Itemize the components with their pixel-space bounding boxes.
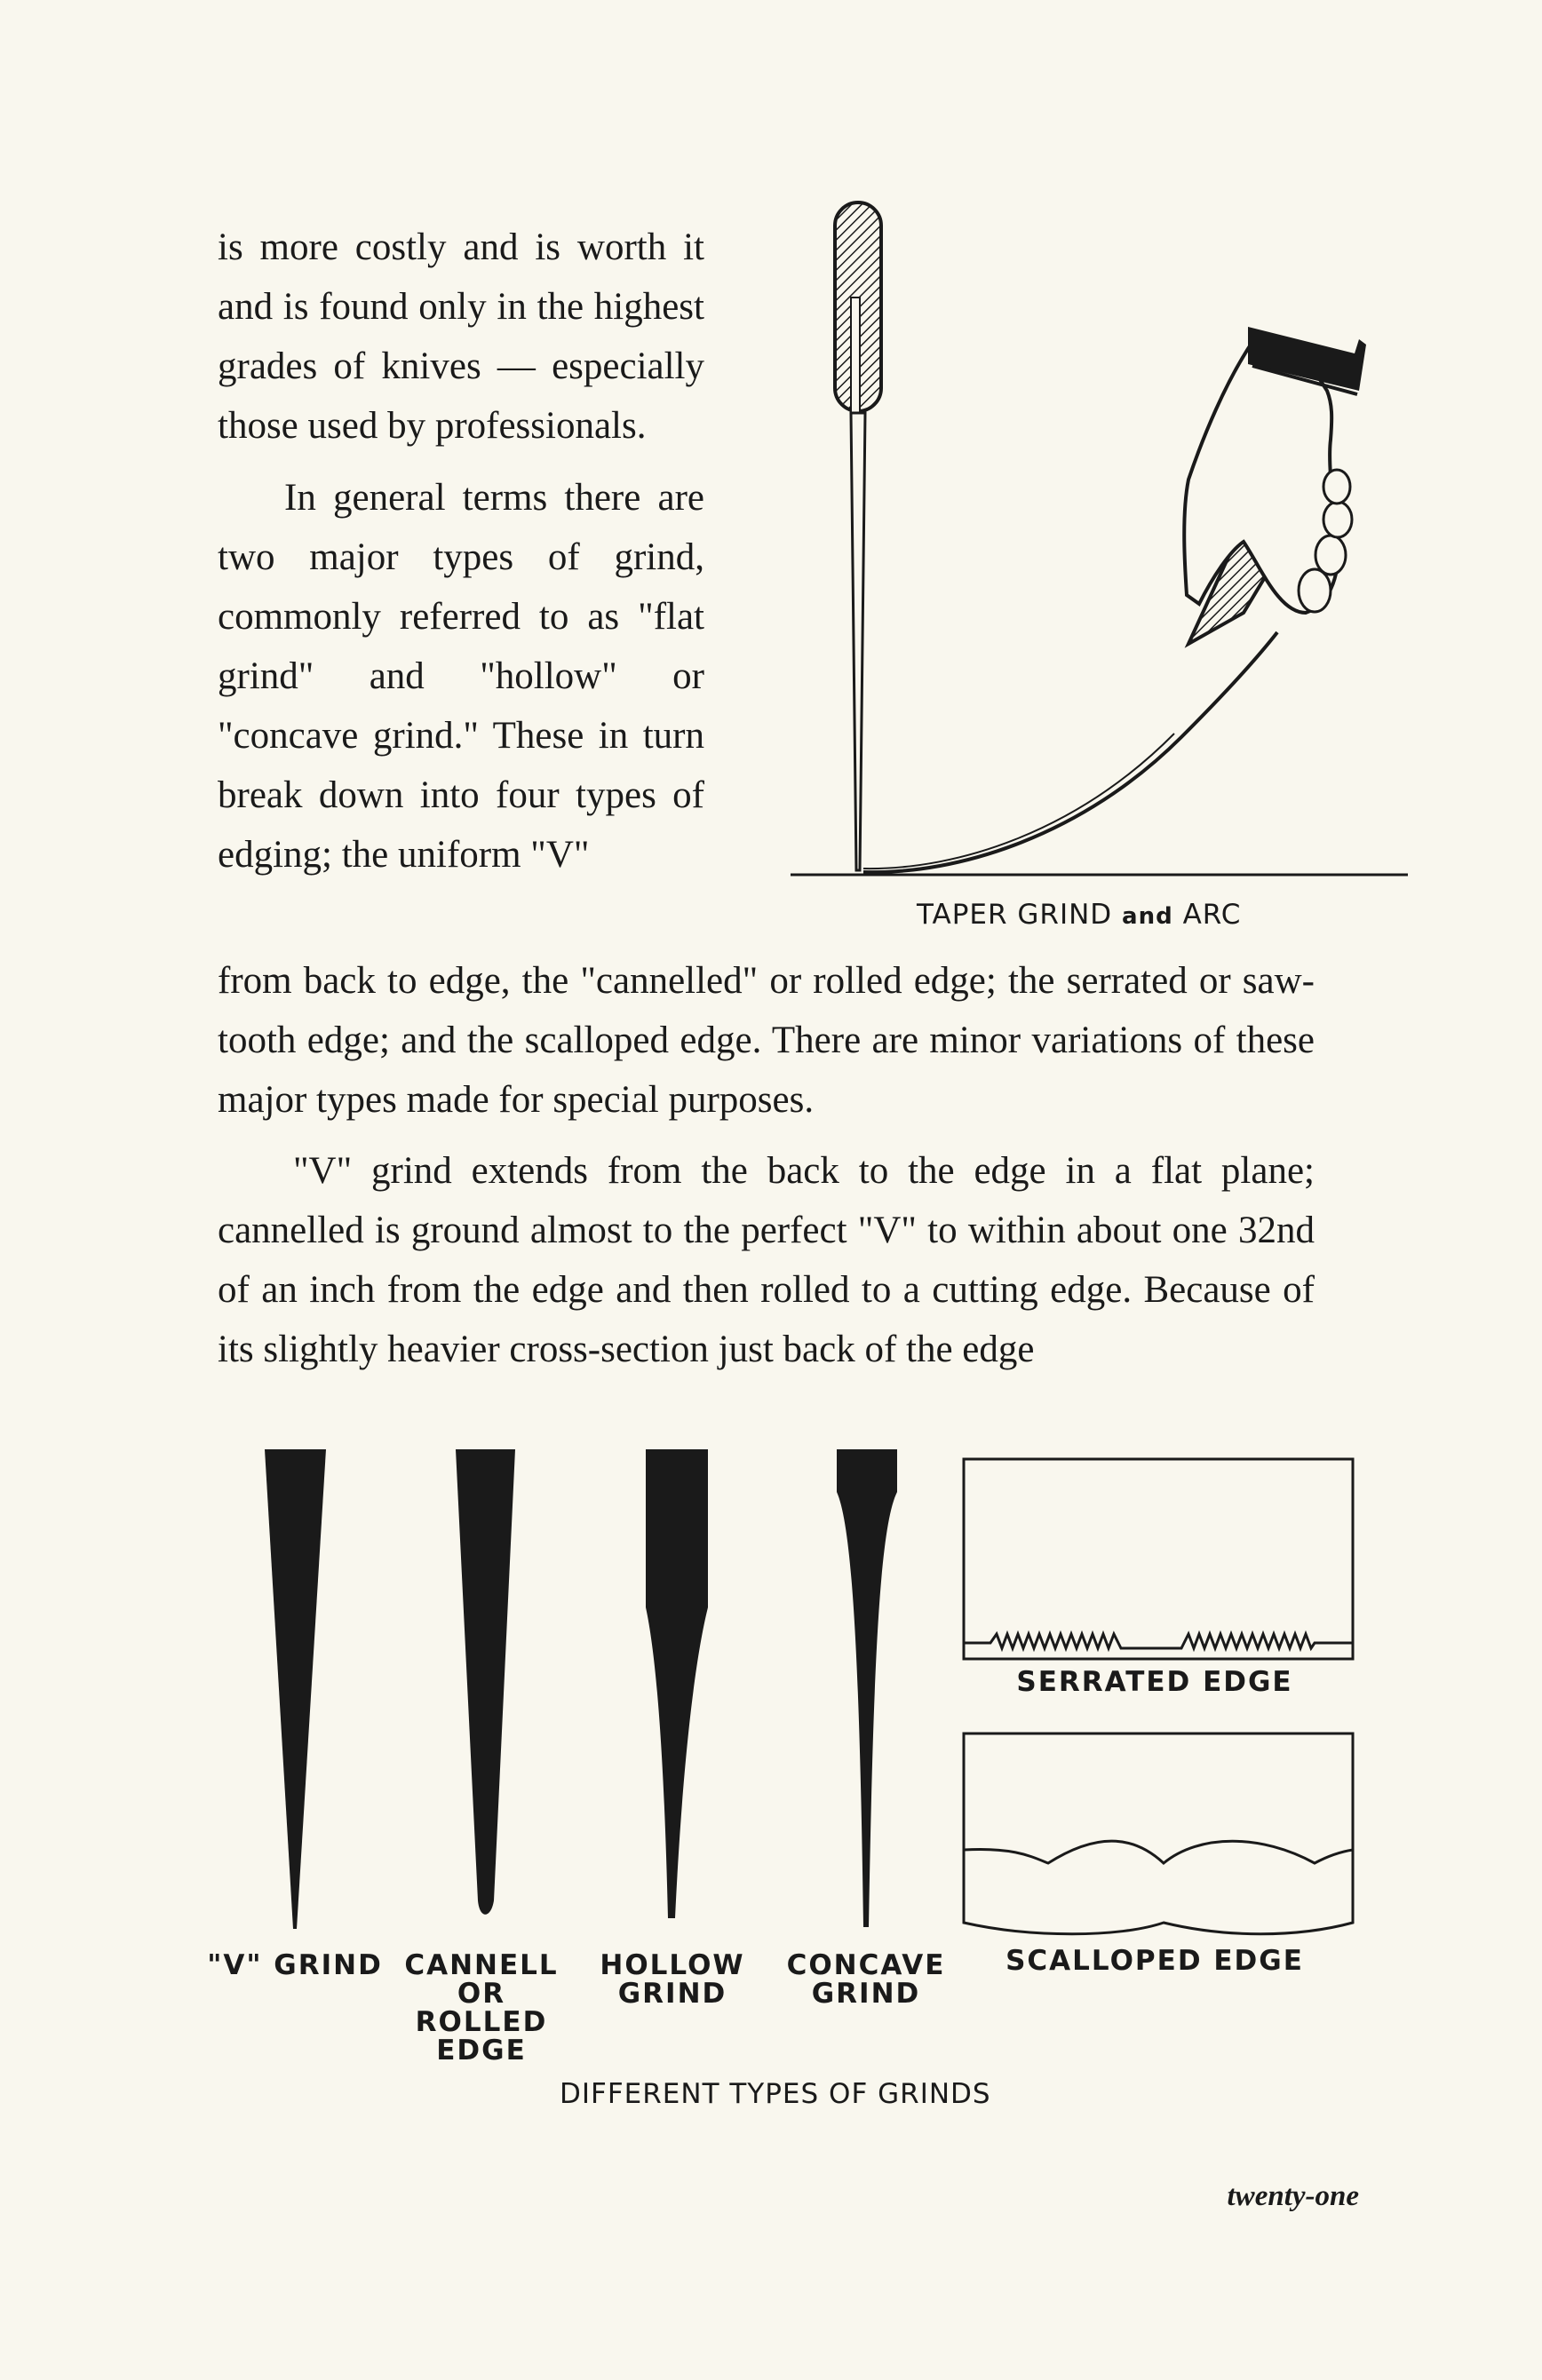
serrated-edge-figure <box>964 1459 1353 1659</box>
hand-holding-knife-icon <box>1184 327 1366 644</box>
v-grind-profile <box>265 1449 326 1929</box>
paragraph-1: is more costly and is worth it and is found only in the highest grades of knives — especially those used by professionals. <box>218 226 704 447</box>
concave-grind-label: CONCAVE GRIND <box>786 1949 946 2010</box>
vertical-knife-icon <box>835 202 881 870</box>
hollow-grind-profile <box>646 1449 708 1918</box>
arc-line <box>863 632 1277 872</box>
page-number: twenty-one <box>1227 2180 1359 2212</box>
taper-grind-caption: TAPER GRIND and ARC <box>917 899 1242 931</box>
hollow-grind-label: HOLLOW GRIND <box>600 1949 745 2010</box>
scalloped-edge-figure <box>964 1733 1353 1934</box>
grinds-caption: DIFFERENT TYPES OF GRINDS <box>560 2078 991 2110</box>
serrated-edge-label: SERRATED EDGE <box>1016 1666 1293 1698</box>
taper-grind-figure <box>791 202 1408 875</box>
concave-grind-profile <box>837 1449 897 1927</box>
v-grind-label: "V" GRIND <box>207 1949 383 1981</box>
cannell-edge-profile <box>456 1449 515 1915</box>
cannell-edge-label: CANNELL OR ROLLED EDGE <box>404 1949 559 2067</box>
paragraph-2: In general terms there are two major types of grind, commonly referred to as "flat grind" and "hollow" or "concave grind." These in turn break down into four types of edging; the uniform "V" <box>218 477 704 876</box>
grind-profiles <box>265 1449 897 1929</box>
paragraph-4: "V" grind extends from the back to the edge in a flat plane; cannelled is ground almost to the perfect "V" to within about one 32nd of an inch from the edge and then rolled to a cutting edge. Because of its slightly heavier cross-section just back of the edge <box>218 1150 1315 1370</box>
paragraph-3: from back to edge, the "cannelled" or rolled edge; the serrated or saw-tooth edge; and the scalloped edge. There are minor variations of these major types made for special purposes. <box>218 960 1315 1121</box>
scalloped-edge-label: SCALLOPED EDGE <box>1005 1945 1304 1977</box>
